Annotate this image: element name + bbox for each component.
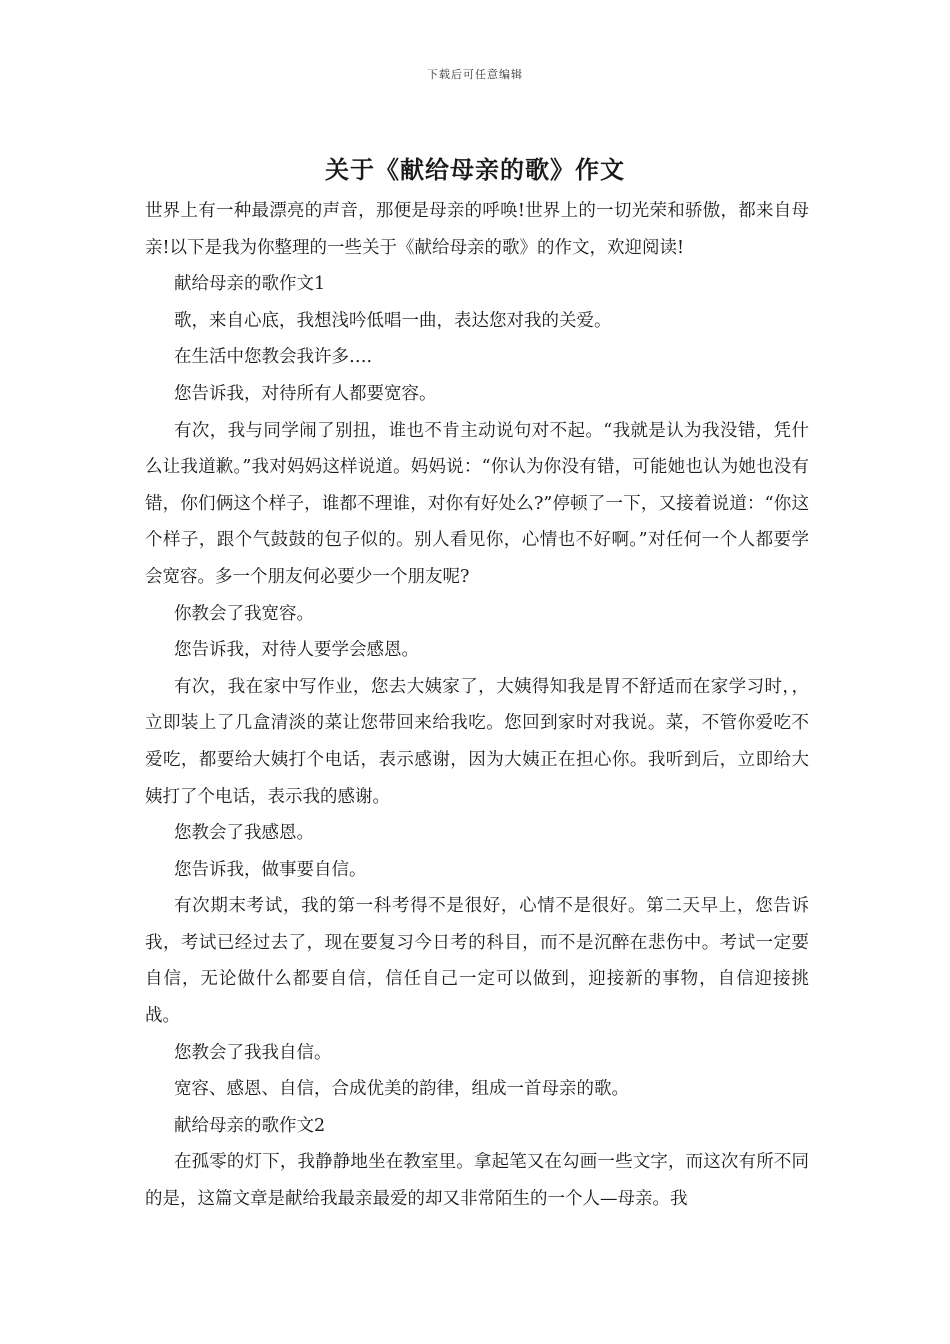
- paragraph: 有次期末考试，我的第一科考得不是很好，心情不是很好。第二天早上，您告诉我，考试已经过去了，现在要复习今日考的科目，而不是沉醉在悲伤中。考试一定要自信，无论做什么都要自信，信任自己一定可以做到，迎接新的事物，自信迎接挑战。: [145, 896, 809, 1027]
- paragraph: 您告诉我，对待所有人都要宽容。: [174, 383, 437, 404]
- paragraph: 有次，我与同学闹了别扭，谁也不肯主动说句对不起。“我就是认为我没错，凭什么让我道歉。”我对妈妈这样说道。妈妈说：“你认为你没有错，可能她也认为她也没有错，你们俩这个样子，谁都不理谁，对你有好处么?”停顿了一下，又接着说道：“你这个样子，跟个气鼓鼓的包子似的。别人看见你，心情也不好啊。”对任何一个人都要学会宽容。多一个朋友何必要少一个朋友呢?: [145, 420, 809, 587]
- document-title: 关于《献给母亲的歌》作文: [325, 155, 625, 184]
- paragraph: 您告诉我，对待人要学会感恩。: [174, 640, 419, 661]
- paragraph: 歌，来自心底，我想浅吟低唱一曲，表达您对我的关爱。: [174, 310, 612, 331]
- paragraph: 您教会了我我自信。: [174, 1042, 332, 1063]
- paragraph: 在孤零的灯下，我静静地坐在教室里。拿起笔又在勾画一些文字，而这次有所不同的是，这篇文章是献给我最亲最爱的却又非常陌生的一个人—母亲。我: [145, 1152, 809, 1210]
- paragraph: 宽容、感恩、自信，合成优美的韵律，组成一首母亲的歌。: [174, 1079, 629, 1100]
- section-heading: 献给母亲的歌作文1: [174, 274, 326, 295]
- document-body: [145, 193, 809, 1218]
- paragraph: 您告诉我，做事要自信。: [174, 859, 367, 880]
- paragraph: 你教会了我宽容。: [174, 603, 314, 624]
- paragraph: 您教会了我感恩。: [174, 823, 314, 844]
- paragraph: 在生活中您教会我许多….: [174, 347, 373, 368]
- paragraph: 世界上有一种最漂亮的声音，那便是母亲的呼唤!世界上的一切光荣和骄傲，都来自母亲!以下是我为你整理的一些关于《献给母亲的歌》的作文，欢迎阅读!: [145, 201, 809, 258]
- header-note: 下载后可任意编辑: [427, 68, 523, 81]
- paragraph: 有次，我在家中写作业，您去大姨家了，大姨得知我是胃不舒适而在家学习时，，立即装上了几盒清淡的菜让您带回来给我吃。您回到家时对我说。菜，不管你爱吃不爱吃，都要给大姨打个电话，表示感谢，因为大姨正在担心你。我听到后，立即给大姨打了个电话，表示我的感谢。: [145, 676, 809, 807]
- section-heading: 献给母亲的歌作文2: [174, 1115, 326, 1136]
